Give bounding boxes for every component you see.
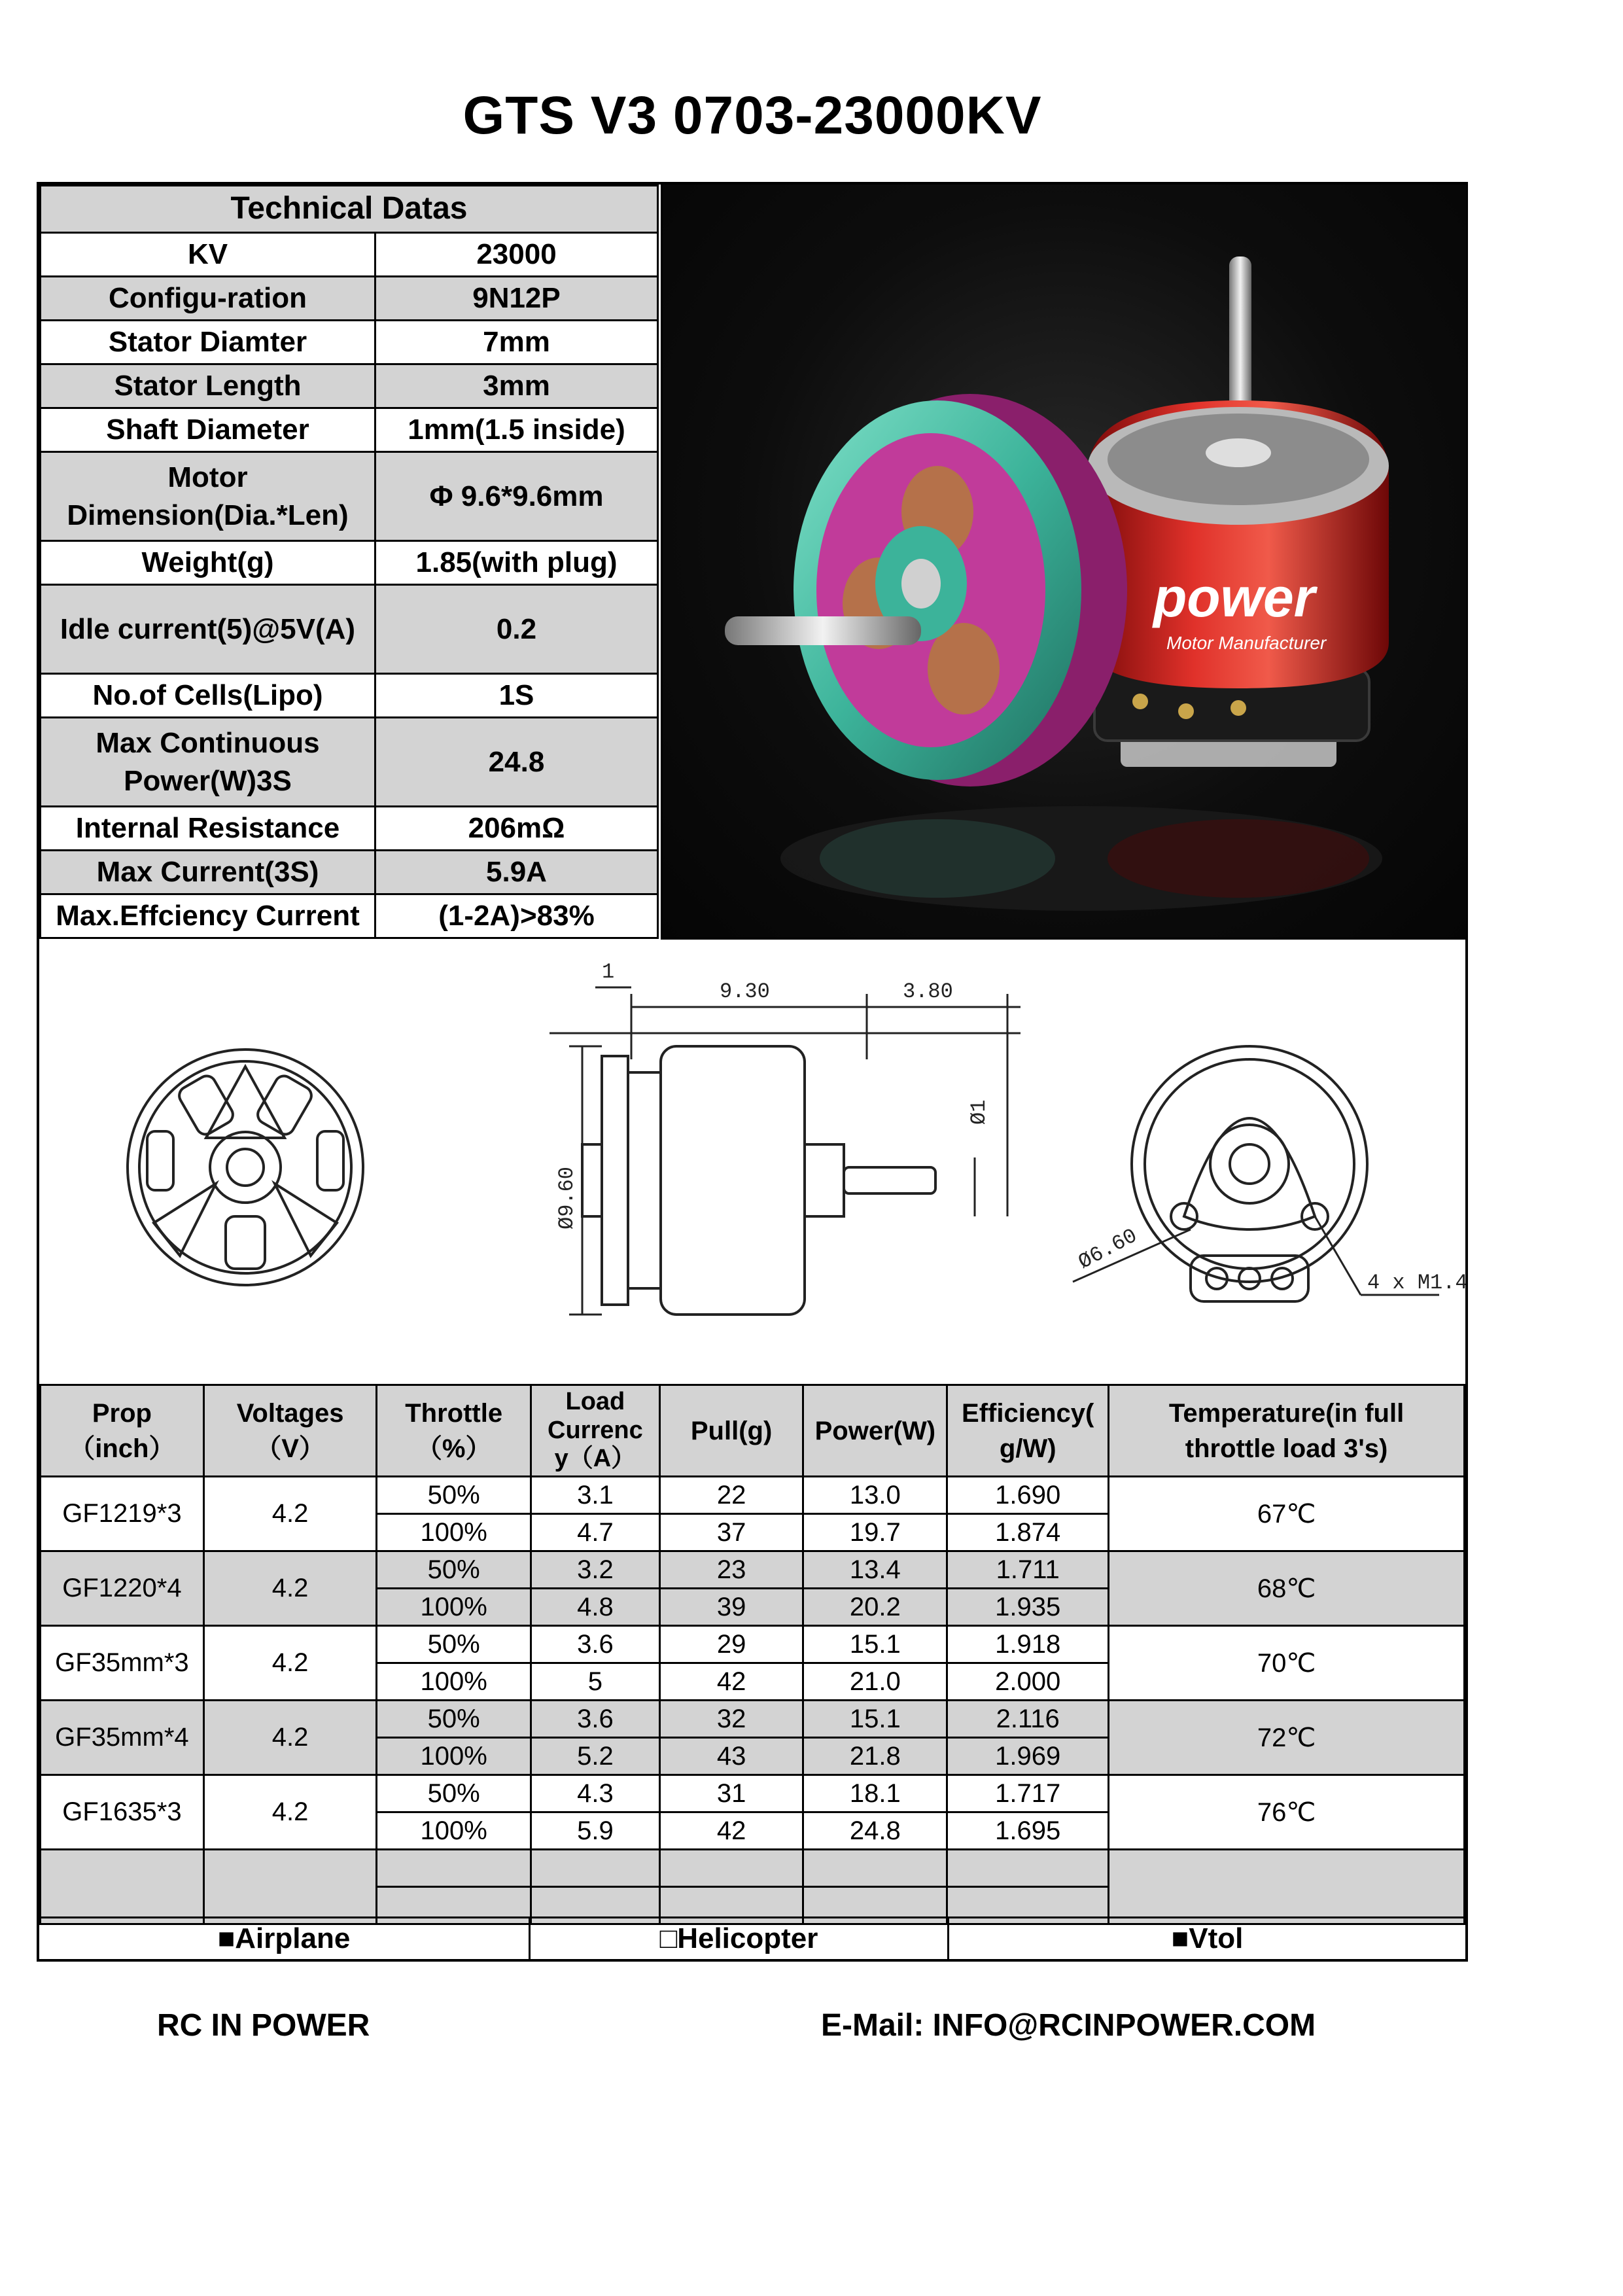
power-cell: 24.8 [803, 1812, 947, 1850]
power-cell: 15.1 [803, 1701, 947, 1738]
pull-cell: 22 [659, 1477, 803, 1514]
col-header-efficiency: Efficiency( g/W) [947, 1385, 1109, 1477]
current-cell: 3.6 [531, 1626, 659, 1663]
page-title: GTS V3 0703-23000KV [462, 86, 1042, 145]
efficiency-cell: 1.717 [947, 1775, 1109, 1812]
temperature-cell: 68℃ [1109, 1551, 1465, 1626]
temperature-cell: 70℃ [1109, 1626, 1465, 1701]
current-cell: 3.1 [531, 1477, 659, 1514]
col-header-temperature: Temperature(in full throttle load 3's) [1109, 1385, 1465, 1477]
spec-value: 5.9A [375, 851, 658, 894]
spec-value: 24.8 [375, 718, 658, 807]
performance-table [39, 1384, 1465, 1925]
pull-cell: 32 [659, 1701, 803, 1738]
type-vtol: ■Vtol [1171, 1922, 1244, 1954]
spec-label: KV [41, 233, 375, 277]
table-row [41, 1477, 1465, 1514]
pull-cell: 37 [659, 1514, 803, 1551]
spec-value: 1S [375, 674, 658, 718]
pull-cell: 43 [659, 1738, 803, 1775]
efficiency-cell: 1.935 [947, 1589, 1109, 1626]
spec-label: No.of Cells(Lipo) [41, 674, 375, 718]
empty-cell [1109, 1850, 1465, 1924]
specs-table [39, 185, 659, 939]
current-cell: 5 [531, 1663, 659, 1701]
empty-cell [41, 1850, 204, 1924]
table-row [41, 1701, 1465, 1738]
current-cell: 5.2 [531, 1738, 659, 1775]
table-row [41, 1626, 1465, 1663]
spec-value: 1mm(1.5 inside) [375, 408, 658, 452]
side-view-drawing [550, 987, 1021, 1315]
empty-cell [947, 1850, 1109, 1887]
spec-value: 3mm [375, 364, 658, 408]
front-view-drawing [128, 1050, 363, 1285]
prop-cell: GF1219*3 [41, 1477, 204, 1551]
dim-body-dia: Ø9.60 [555, 1166, 579, 1229]
spec-value: 206mΩ [375, 807, 658, 851]
dim-shaft-length: 3.80 [903, 980, 953, 1004]
spec-label: Stator Length [41, 364, 375, 408]
power-cell: 21.8 [803, 1738, 947, 1775]
pull-cell: 23 [659, 1551, 803, 1589]
spec-value: 0.2 [375, 585, 658, 674]
col-header-prop: Prop （inch） [41, 1385, 204, 1477]
efficiency-cell: 1.918 [947, 1626, 1109, 1663]
spec-label: Weight(g) [41, 541, 375, 585]
efficiency-cell: 1.711 [947, 1551, 1109, 1589]
dim-length: 9.30 [720, 980, 770, 1004]
empty-row [41, 1850, 1465, 1887]
power-cell: 13.4 [803, 1551, 947, 1589]
col-header-pull: Pull(g) [659, 1385, 803, 1477]
table-row [41, 1775, 1465, 1812]
power-cell: 18.1 [803, 1775, 947, 1812]
current-cell: 5.9 [531, 1812, 659, 1850]
throttle-cell: 50% [377, 1551, 531, 1589]
current-cell: 4.7 [531, 1514, 659, 1551]
empty-cell [803, 1850, 947, 1887]
efficiency-cell: 1.874 [947, 1514, 1109, 1551]
voltage-cell: 4.2 [203, 1477, 377, 1551]
current-cell: 4.8 [531, 1589, 659, 1626]
brand-subtitle: Motor Manufacturer [1166, 633, 1327, 653]
prop-cell: GF1635*3 [41, 1775, 204, 1850]
throttle-cell: 50% [377, 1775, 531, 1812]
company-name: RC IN POWER [157, 2008, 370, 2043]
pull-cell: 42 [659, 1663, 803, 1701]
specs-header: Technical Datas [41, 186, 658, 233]
col-header-voltage: Voltages （V） [203, 1385, 377, 1477]
dim-mount-dia: Ø6.60 [1074, 1224, 1142, 1275]
spec-label: Max Current(3S) [41, 851, 375, 894]
temperature-cell: 67℃ [1109, 1477, 1465, 1551]
spec-label: Motor Dimension(Dia.*Len) [41, 452, 375, 541]
dim-shaft-dia: Ø1 [967, 1099, 991, 1125]
current-cell: 4.3 [531, 1775, 659, 1812]
spec-value: 7mm [375, 321, 658, 364]
contact-email: E-Mail: INFO@RCINPOWER.COM [821, 2008, 1316, 2043]
throttle-cell: 100% [377, 1812, 531, 1850]
temperature-cell: 72℃ [1109, 1701, 1465, 1775]
spec-label: Internal Resistance [41, 807, 375, 851]
current-cell: 3.6 [531, 1701, 659, 1738]
datasheet [37, 182, 1468, 1962]
spec-value: 9N12P [375, 277, 658, 321]
power-cell: 15.1 [803, 1626, 947, 1663]
spec-value: (1-2A)>83% [375, 894, 658, 938]
temperature-cell: 76℃ [1109, 1775, 1465, 1850]
throttle-cell: 100% [377, 1738, 531, 1775]
product-photo [661, 185, 1467, 940]
spec-label: Shaft Diameter [41, 408, 375, 452]
power-cell: 21.0 [803, 1663, 947, 1701]
type-helicopter: □Helicopter [531, 1918, 949, 1959]
throttle-cell: 50% [377, 1701, 531, 1738]
red-motor [1088, 256, 1389, 767]
throttle-cell: 100% [377, 1589, 531, 1626]
empty-cell [531, 1850, 659, 1887]
table-row [41, 1551, 1465, 1589]
spec-value: 1.85(with plug) [375, 541, 658, 585]
spec-label: Idle current(5)@5V(A) [41, 585, 375, 674]
pull-cell: 29 [659, 1626, 803, 1663]
empty-cell [203, 1850, 377, 1924]
power-cell: 20.2 [803, 1589, 947, 1626]
col-header-throttle: Throttle （%） [377, 1385, 531, 1477]
throttle-cell: 50% [377, 1626, 531, 1663]
efficiency-cell: 1.969 [947, 1738, 1109, 1775]
voltage-cell: 4.2 [203, 1626, 377, 1701]
spec-value: Φ 9.6*9.6mm [375, 452, 658, 541]
efficiency-cell: 2.000 [947, 1663, 1109, 1701]
pull-cell: 39 [659, 1589, 803, 1626]
throttle-cell: 100% [377, 1514, 531, 1551]
efficiency-cell: 1.695 [947, 1812, 1109, 1850]
pull-cell: 31 [659, 1775, 803, 1812]
voltage-cell: 4.2 [203, 1775, 377, 1850]
technical-drawing [39, 942, 1465, 1383]
voltage-cell: 4.2 [203, 1701, 377, 1775]
efficiency-cell: 1.690 [947, 1477, 1109, 1514]
empty-cell [377, 1850, 531, 1887]
col-header-current: Load Currenc y（A） [531, 1385, 659, 1477]
teal-motor [725, 394, 1127, 786]
application-types [39, 1916, 1465, 1959]
empty-cell [659, 1850, 803, 1887]
dim-flange: 1 [602, 960, 615, 984]
throttle-cell: 50% [377, 1477, 531, 1514]
spec-label: Max Continuous Power(W)3S [41, 718, 375, 807]
prop-cell: GF35mm*3 [41, 1626, 204, 1701]
efficiency-cell: 2.116 [947, 1701, 1109, 1738]
spec-label: Max.Effciency Current [41, 894, 375, 938]
spec-label: Configu-ration [41, 277, 375, 321]
col-header-power: Power(W) [803, 1385, 947, 1477]
motor-illustration [663, 185, 1467, 938]
dim-screws: 4 x M1.4 [1367, 1271, 1465, 1295]
brand-logo: power [1153, 567, 1316, 628]
pull-cell: 42 [659, 1812, 803, 1850]
prop-cell: GF35mm*4 [41, 1701, 204, 1775]
spec-value: 23000 [375, 233, 658, 277]
voltage-cell: 4.2 [203, 1551, 377, 1626]
power-cell: 13.0 [803, 1477, 947, 1514]
rear-view-drawing [1073, 1046, 1439, 1301]
type-airplane: ■Airplane [39, 1918, 531, 1959]
throttle-cell: 100% [377, 1663, 531, 1701]
current-cell: 3.2 [531, 1551, 659, 1589]
prop-cell: GF1220*4 [41, 1551, 204, 1626]
spec-label: Stator Diamter [41, 321, 375, 364]
power-cell: 19.7 [803, 1514, 947, 1551]
